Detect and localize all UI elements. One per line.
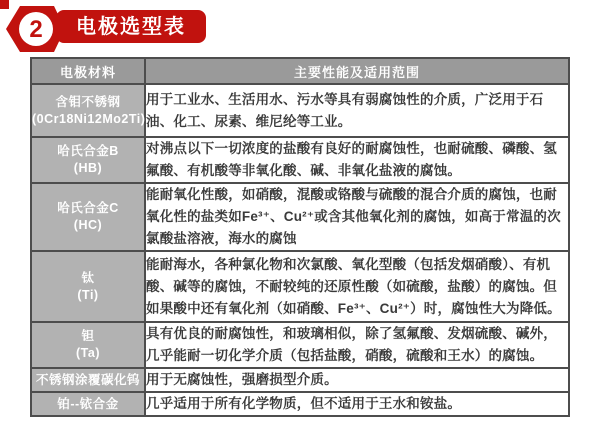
- description-cell: 能耐氧化性酸，如硝酸，混酸或铬酸与硫酸的混合介质的腐蚀，也耐氧化性的盐类如Fe³⁺、Cu²⁺或含其他氧化剂的腐蚀，如高于常温的次氯酸盐溶液，海水的腐蚀: [145, 183, 569, 251]
- material-grade: (HC): [73, 218, 103, 232]
- table-row: [31, 183, 569, 251]
- material-grade: (HB): [73, 161, 103, 175]
- material-name: 钛: [81, 270, 95, 285]
- column-header-performance: 主要性能及适用范围: [145, 58, 569, 84]
- material-grade: (Ta): [76, 346, 100, 360]
- material-name: 铂--铱合金: [57, 396, 119, 411]
- electrode-selection-table: [30, 57, 570, 417]
- table-row: [31, 137, 569, 183]
- material-cell: [31, 251, 145, 322]
- hexagon-badge-icon: [5, 3, 65, 55]
- table-row: [31, 322, 569, 368]
- description-cell: 对沸点以下一切浓度的盐酸有良好的耐腐蚀性，也耐硫酸、磷酸、氢氟酸、有机酸等非氧化酸、碱、非氧化盐液的腐蚀。: [145, 137, 569, 183]
- section-number-badge: [5, 3, 65, 55]
- material-name: 含钼不锈钢: [55, 94, 121, 109]
- table-row: [31, 392, 569, 416]
- table-title-banner: [56, 10, 206, 43]
- material-cell: [31, 137, 145, 183]
- material-name: 钽: [81, 329, 95, 344]
- table-row: [31, 251, 569, 322]
- table-header-row: [31, 58, 569, 84]
- material-name: 哈氏合金C: [57, 201, 119, 216]
- material-grade: (Ti): [77, 287, 99, 302]
- material-cell: [31, 368, 145, 392]
- material-name: 哈氏合金B: [57, 144, 119, 159]
- material-cell: [31, 322, 145, 368]
- material-cell: [31, 183, 145, 251]
- description-cell: 用于无腐蚀性，强磨损型介质。: [145, 368, 569, 392]
- badge-number: 2: [29, 16, 43, 43]
- material-cell: [31, 84, 145, 137]
- column-header-material: 电极材料: [31, 58, 145, 84]
- description-cell: 用于工业水、生活用水、污水等具有弱腐蚀性的介质，广泛用于石油、化工、尿素、维尼纶等工业。: [145, 84, 569, 137]
- table-row: [31, 84, 569, 137]
- material-name: 不锈钢涂覆碳化钨: [35, 372, 140, 387]
- table-row: [31, 368, 569, 392]
- page-title: 电极选型表: [76, 15, 186, 38]
- description-cell: 具有优良的耐腐蚀性，和玻璃相似，除了氢氟酸、发烟硫酸、碱外，几乎能耐一切化学介质（包括盐酸，硝酸，硫酸和王水）的腐蚀。: [145, 322, 569, 368]
- description-cell: 几乎适用于所有化学物质，但不适用于王水和铵盐。: [145, 392, 569, 416]
- description-cell: 能耐海水，各种氯化物和次氯酸、氧化型酸（包括发烟硝酸）、有机酸、碱等的腐蚀，不耐较纯的还原性酸（如硫酸，盐酸）的腐蚀。但如果酸中还有氧化剂（如硝酸、Fe³⁺、Cu²⁺）时，腐蚀性大为降低。: [145, 251, 569, 322]
- material-cell: [31, 392, 145, 416]
- material-grade: (0Cr18Ni12Mo2Ti): [32, 111, 146, 126]
